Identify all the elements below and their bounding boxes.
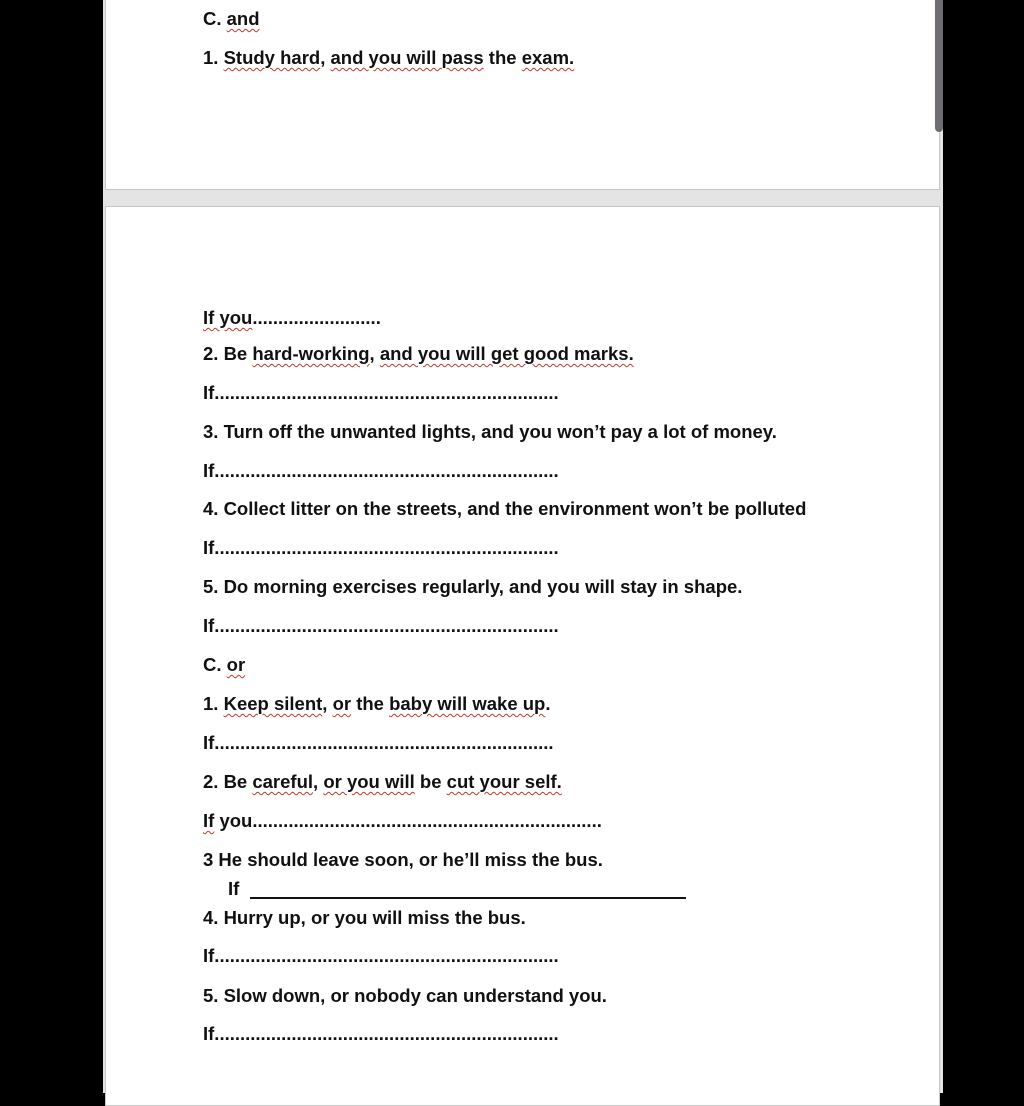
text-segment: 4. Collect litter on the streets, and the environment won’t be polluted [203,498,807,519]
spellcheck-flagged-text: Keep silent [223,693,323,714]
text-segment: 1. [203,693,224,714]
text-segment: If [228,878,240,899]
text-segment: 1. [203,47,224,68]
answer-line [203,945,559,967]
exercise-sentence [203,849,603,871]
exercise-sentence [203,907,526,929]
spellcheck-flagged-text: cut your self. [446,771,562,792]
section-heading [203,8,260,30]
text-segment: C. [203,8,227,29]
answer-blank [250,897,686,899]
answer-line [203,460,559,482]
text-segment: If................................................................... [203,1023,559,1044]
spellcheck-flagged-text: If you [203,307,253,328]
spellcheck-flagged-text: or [332,693,352,714]
spellcheck-flagged-text: or [226,654,246,675]
answer-line [228,878,239,900]
spellcheck-flagged-text: Study hard [223,47,321,68]
text-segment: 5. Slow down, or nobody can understand you. [203,985,607,1006]
exercise-sentence [203,771,562,793]
spellcheck-flagged-text: or you will [323,771,415,792]
exercise-sentence [203,693,551,715]
text-segment: If................................................................... [203,945,559,966]
text-segment: be [414,771,447,792]
exercise-sentence [203,985,607,1007]
text-segment: 3. Turn off the unwanted lights, and you won’t pay a lot of money. [203,421,777,442]
text-segment: ......................... [252,307,381,328]
text-segment: If.................................................................. [203,732,554,753]
text-segment: 5. Do morning exercises regularly, and you will stay in shape. [203,576,743,597]
text-segment: you.................................................................... [214,810,602,831]
answer-line [203,810,602,832]
exercise-sentence [203,498,806,520]
text-segment: 2. Be [203,343,253,364]
exercise-sentence [203,47,574,69]
text-segment: 3 He should leave soon, or he’ll miss the bus. [203,849,603,870]
text-segment: , [369,343,380,364]
spellcheck-flagged-text: hard-working [252,343,370,364]
text-segment: 2. Be [203,771,253,792]
spellcheck-flagged-text: and [226,8,260,29]
exercise-sentence [203,343,634,365]
spellcheck-flagged-text: exam. [521,47,575,68]
answer-line [203,615,559,637]
exercise-sentence [203,421,777,443]
text-segment: If................................................................... [203,460,559,481]
spellcheck-flagged-text: and you will get good marks. [379,343,634,364]
text-segment: , [320,47,331,68]
answer-line [203,537,559,559]
scrollbar-thumb[interactable] [935,0,943,132]
text-segment: If................................................................... [203,382,559,403]
section-heading [203,654,245,676]
answer-line [203,382,559,404]
spellcheck-flagged-text: If [203,810,215,831]
text-segment: , [313,771,324,792]
answer-line [203,307,381,329]
text-segment: . [545,693,551,714]
exercise-sentence [203,576,742,598]
spellcheck-flagged-text: baby will wake up [389,693,546,714]
text-segment: C. [203,654,227,675]
text-segment: If................................................................... [203,615,559,636]
text-segment: 4. Hurry up, or you will miss the bus. [203,907,526,928]
text-segment: If................................................................... [203,537,559,558]
text-segment: the [483,47,522,68]
spellcheck-flagged-text: careful [252,771,314,792]
text-segment: , [322,693,333,714]
answer-line [203,732,554,754]
text-segment: the [351,693,390,714]
spellcheck-flagged-text: and you will pass [330,47,484,68]
answer-line [203,1023,559,1045]
